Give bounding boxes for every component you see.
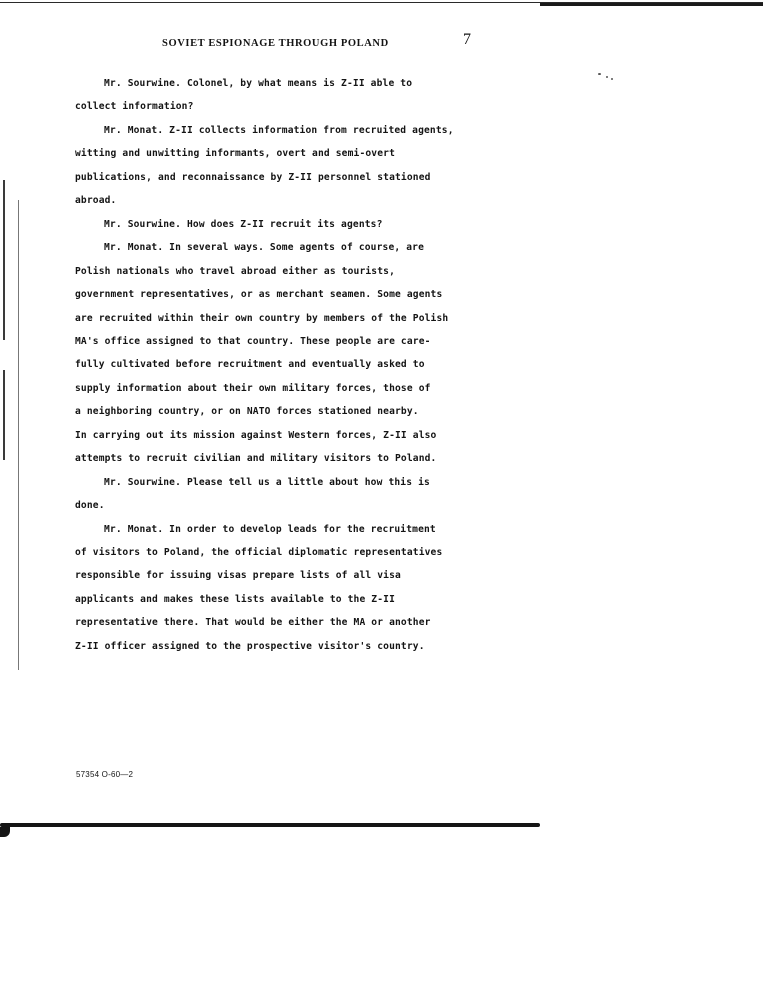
scan-speck [606,76,608,78]
body-line: Mr. Sourwine. Colonel, by what means is Z-II able to [104,78,413,89]
body-line: witting and unwitting informants, overt and semi-overt [75,148,395,160]
body-line: are recruited within their own country by members of the Polish [75,312,449,324]
body-line: of visitors to Poland, the official diplomatic representatives [75,547,443,558]
body-line: Z-II officer assigned to the prospective visitor's country. [75,640,425,652]
body-line: supply information about their own military forces, those of [75,382,431,394]
body-line: representative there. That would be either the MA or another [75,617,431,629]
body-line: Mr. Sourwine. How does Z-II recruit its agents? [104,218,383,230]
left-scan-edge [3,370,5,460]
body-line: fully cultivated before recruitment and eventually asked to [75,359,425,371]
left-scan-edge-thin [18,200,19,670]
bottom-scan-rule [0,823,540,827]
body-line: responsible for issuing visas prepare lists of all visa [75,570,401,582]
running-head: SOVIET ESPIONAGE THROUGH POLAND [162,38,389,49]
body-line: publications, and reconnaissance by Z-II personnel stationed [75,171,431,183]
body-line: applicants and makes these lists available to the Z-II [75,593,395,605]
left-scan-edge [3,180,5,340]
body-line: done. [75,500,105,512]
scan-speck [611,78,613,80]
body-line: MA's office assigned to that country. These people are care- [75,335,431,347]
page-number: 7 [463,31,471,48]
body-line: a neighboring country, or on NATO forces stationed nearby. [75,406,419,418]
body-line: Polish nationals who travel abroad either as tourists, [75,265,395,277]
body-line: Mr. Monat. In several ways. Some agents of course, are [104,242,424,254]
body-line: In carrying out its mission against Western forces, Z-II also [75,429,437,441]
body-line: government representatives, or as merchant seamen. Some agents [75,289,443,301]
footer-print-code: 57354 O-60—2 [76,770,134,779]
bottom-scan-rule-tail [0,827,10,837]
body-line: Mr. Sourwine. Please tell us a little about how this is [104,476,430,488]
body-line: attempts to recruit civilian and military visitors to Poland. [75,453,437,465]
body-line: collect information? [75,101,194,113]
body-line: abroad. [75,195,117,207]
scan-speck [598,73,601,75]
body-line: Mr. Monat. Z-II collects information from recruited agents, [104,124,454,136]
body-line: Mr. Monat. In order to develop leads for the recruitment [104,523,436,535]
top-rule-heavy [540,3,763,6]
